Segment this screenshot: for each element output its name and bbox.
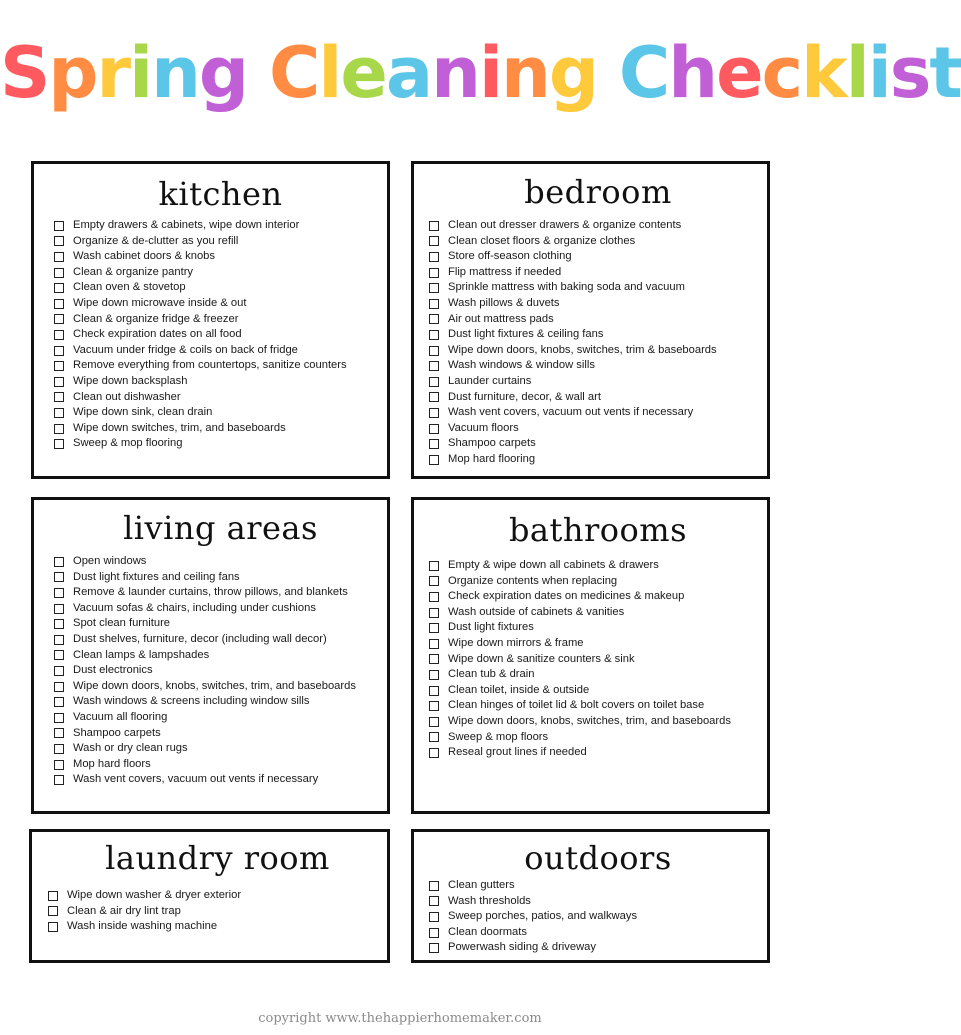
checklist-item-label: Shampoo carpets <box>448 437 536 450</box>
checklist-item <box>429 730 767 746</box>
checklist-item-label: Wipe down doors, knobs, switches, trim, and baseboards <box>73 679 356 692</box>
checklist-item <box>54 234 387 250</box>
checklist-item-label: Wipe down mirrors & frame <box>448 636 584 649</box>
title-letter: n <box>500 32 549 114</box>
checkbox-icon[interactable] <box>54 728 64 738</box>
checkbox-icon[interactable] <box>54 744 64 754</box>
title-letter: e <box>716 32 762 114</box>
checklist-item-label: Wipe down washer & dryer exterior <box>67 889 242 901</box>
checklist-item <box>429 909 767 925</box>
checkbox-icon[interactable] <box>429 221 439 231</box>
checklist-item <box>54 249 387 265</box>
checklist-item <box>429 620 767 636</box>
checklist-item-label: Wash thresholds <box>448 894 531 907</box>
checklist-item-label: Clean tub & drain <box>448 668 535 681</box>
checklist-item-label: Wipe down sink, clean drain <box>73 406 213 419</box>
checklist-item <box>429 589 767 605</box>
checklist-item <box>429 745 767 761</box>
title-letter: t <box>929 32 961 114</box>
checkbox-icon[interactable] <box>429 283 439 293</box>
checklist-item <box>54 280 387 296</box>
title-letter: n <box>431 32 479 114</box>
checklist-item-label: Wipe down switches, trim, and baseboards <box>73 421 286 434</box>
checkbox-icon[interactable] <box>54 713 64 723</box>
checklist-item <box>429 358 767 374</box>
checklist-item-label: Sweep & mop floors <box>448 730 549 743</box>
kitchen-section <box>31 161 390 479</box>
checklist-item <box>429 249 767 265</box>
checklist-item <box>54 296 387 312</box>
checkbox-icon[interactable] <box>429 943 439 953</box>
checkbox-icon[interactable] <box>54 572 64 582</box>
checklist-item <box>54 648 387 664</box>
checkbox-icon[interactable] <box>429 346 439 356</box>
checkbox-icon[interactable] <box>429 455 439 465</box>
checklist-item <box>54 663 387 679</box>
checkbox-icon[interactable] <box>54 650 64 660</box>
title-letter: a <box>385 32 432 114</box>
checkbox-icon[interactable] <box>429 654 439 664</box>
checklist-item-label: Wash outside of cabinets & vanities <box>448 605 625 618</box>
checklist-item-label: Clean & air dry lint trap <box>67 904 181 917</box>
checkbox-icon[interactable] <box>429 299 439 309</box>
checklist-item-label: Spot clean furniture <box>73 617 171 630</box>
checkbox-icon[interactable] <box>54 604 64 614</box>
checklist-item-label: Vacuum sofas & chairs, including under cushions <box>73 601 316 614</box>
title-letter: k <box>801 32 846 114</box>
section-heading: bedroom <box>524 173 672 211</box>
checklist-item-label: Wipe down & sanitize counters & sink <box>448 652 635 665</box>
checklist <box>429 878 767 956</box>
checklist-item <box>429 605 767 621</box>
checkbox-icon[interactable] <box>429 670 439 680</box>
checklist-item <box>429 405 767 421</box>
checkbox-icon[interactable] <box>54 666 64 676</box>
checkbox-icon[interactable] <box>54 252 64 262</box>
title-letter: i <box>478 32 501 114</box>
checklist-item <box>429 421 767 437</box>
checklist-item-label: Wash windows & screens including window sills <box>73 695 310 708</box>
checklist-item <box>429 652 767 668</box>
title-letter: n <box>151 32 199 114</box>
checklist-item <box>54 343 387 359</box>
checklist <box>54 218 387 452</box>
checklist-item <box>48 888 387 904</box>
checklist-item-label: Wipe down backsplash <box>73 374 188 387</box>
checklist-item <box>54 679 387 695</box>
checkbox-icon[interactable] <box>429 377 439 387</box>
checkbox-icon[interactable] <box>54 635 64 645</box>
checkbox-icon[interactable] <box>429 928 439 938</box>
checkbox-icon[interactable] <box>429 236 439 246</box>
checklist-item <box>429 234 767 250</box>
checkbox-icon[interactable] <box>429 881 439 891</box>
checklist-item-label: Clean & organize pantry <box>73 265 194 278</box>
checkbox-icon[interactable] <box>54 314 64 324</box>
checklist-item-label: Dust electronics <box>73 664 153 677</box>
page-title <box>0 18 961 128</box>
copyright-footer: copyright www.thehappierhomemaker.com <box>258 1011 542 1026</box>
checklist-item <box>429 574 767 590</box>
checklist-item <box>429 878 767 894</box>
checklist <box>429 558 767 761</box>
checklist-item-label: Open windows <box>73 555 147 567</box>
checklist-item <box>429 714 767 730</box>
checklist-item-label: Clean toilet, inside & outside <box>448 683 590 696</box>
checkbox-icon[interactable] <box>429 424 439 434</box>
checklist-item-label: Wash pillows & duvets <box>448 296 560 309</box>
checklist-item <box>429 218 767 234</box>
checklist-item-label: Dust light fixtures and ceiling fans <box>73 570 240 583</box>
checklist-item-label: Sweep & mop flooring <box>73 437 183 450</box>
checklist-item-label: Wash cabinet doors & knobs <box>73 250 215 263</box>
checklist-item <box>429 940 767 956</box>
checklist-item-label: Launder curtains <box>448 374 532 387</box>
checkbox-icon[interactable] <box>54 424 64 434</box>
checklist-item-label: Wipe down microwave inside & out <box>73 296 247 309</box>
section-heading: bathrooms <box>508 511 688 549</box>
checklist-item <box>54 358 387 374</box>
checklist-item <box>429 667 767 683</box>
checklist-item-label: Sweep porches, patios, and walkways <box>448 910 638 923</box>
checkbox-icon[interactable] <box>54 268 64 278</box>
checklist-item <box>54 772 387 788</box>
checklist-item <box>54 585 387 601</box>
checklist-item-label: Reseal grout lines if needed <box>448 746 587 759</box>
checkbox-icon[interactable] <box>429 717 439 727</box>
checkbox-icon[interactable] <box>54 439 64 449</box>
checkbox-icon[interactable] <box>429 361 439 371</box>
living-areas-section <box>31 497 390 814</box>
checkbox-icon[interactable] <box>54 377 64 387</box>
checklist-item <box>54 726 387 742</box>
checklist-item <box>429 327 767 343</box>
title-letter: p <box>48 32 97 114</box>
checklist-item <box>54 436 387 452</box>
checklist-item-label: Remove & launder curtains, throw pillows, and blankets <box>73 586 348 599</box>
checklist-item <box>54 554 387 570</box>
checklist-item <box>429 698 767 714</box>
checkbox-icon[interactable] <box>54 557 64 567</box>
checklist <box>48 888 387 935</box>
checklist-item-label: Shampoo carpets <box>73 726 161 739</box>
checklist-item-label: Clean out dishwasher <box>73 390 181 403</box>
checklist-item <box>429 390 767 406</box>
title-letter: g <box>198 32 248 114</box>
title-letter: C <box>618 32 669 114</box>
checklist-item <box>54 265 387 281</box>
checklist-item-label: Wash vent covers, vacuum out vents if necessary <box>448 406 694 419</box>
checkbox-icon[interactable] <box>429 408 439 418</box>
checklist-item-label: Clean doormats <box>448 925 527 938</box>
title-letter: S <box>0 32 49 114</box>
checklist-item-label: Sprinkle mattress with baking soda and vacuum <box>448 281 685 294</box>
checkbox-icon[interactable] <box>429 392 439 402</box>
checkbox-icon[interactable] <box>54 775 64 785</box>
checkbox-icon[interactable] <box>54 299 64 309</box>
title-letter: g <box>548 32 597 114</box>
checkbox-icon[interactable] <box>54 682 64 692</box>
checkbox-icon[interactable] <box>54 346 64 356</box>
title-letter: l <box>845 32 868 114</box>
checklist-item-label: Remove everything from countertops, sanitize counters <box>73 359 347 372</box>
checklist-item <box>48 904 387 920</box>
checkbox-icon[interactable] <box>48 906 58 916</box>
checklist-item <box>54 741 387 757</box>
checkbox-icon[interactable] <box>54 619 64 629</box>
checkbox-icon[interactable] <box>429 748 439 758</box>
checklist-item <box>429 894 767 910</box>
title-letter: c <box>761 32 802 114</box>
checklist-item <box>54 327 387 343</box>
checklist-item-label: Wash windows & window sills <box>448 359 595 372</box>
checkbox-icon[interactable] <box>429 912 439 922</box>
checklist-item <box>429 280 767 296</box>
checkbox-icon[interactable] <box>429 561 439 571</box>
checklist-item <box>429 558 767 574</box>
checklist-item <box>429 265 767 281</box>
laundry-room-section <box>29 829 390 963</box>
checklist-item-label: Clean out dresser drawers & organize contents <box>448 219 682 231</box>
checklist-item-label: Dust shelves, furniture, decor (including wall decor) <box>73 632 327 645</box>
bathrooms-section <box>411 497 770 814</box>
title-letter: l <box>318 32 341 114</box>
title-letter: e <box>340 32 386 114</box>
checklist-item <box>54 312 387 328</box>
checklist-item-label: Vacuum under fridge & coils on back of fridge <box>73 343 298 356</box>
title-letter: r <box>96 32 130 114</box>
checklist-item <box>429 312 767 328</box>
section-heading: living areas <box>123 509 318 547</box>
checklist-item <box>54 421 387 437</box>
checklist-item <box>54 710 387 726</box>
checklist-item-label: Dust light fixtures & ceiling fans <box>448 328 604 341</box>
checklist-item-label: Check expiration dates on all food <box>73 328 242 341</box>
checklist-item-label: Clean hinges of toilet lid & bolt covers on toilet base <box>448 699 705 712</box>
checklist-item <box>429 374 767 390</box>
title-letter: i <box>867 32 890 114</box>
checklist-item-label: Wipe down doors, knobs, switches, trim & baseboards <box>448 343 717 356</box>
outdoors-section <box>411 829 770 963</box>
title-letter: h <box>668 32 717 114</box>
checklist-item <box>429 436 767 452</box>
checkbox-icon[interactable] <box>54 588 64 598</box>
checklist-item <box>429 636 767 652</box>
checkbox-icon[interactable] <box>429 252 439 262</box>
checklist-item <box>54 570 387 586</box>
section-heading: laundry room <box>105 839 330 877</box>
checkbox-icon[interactable] <box>429 623 439 633</box>
checklist <box>54 554 387 788</box>
checklist-item-label: Clean oven & stovetop <box>73 281 186 294</box>
title-letter: C <box>269 32 319 114</box>
checkbox-icon[interactable] <box>429 701 439 711</box>
checklist-item-label: Dust furniture, decor, & wall art <box>448 390 601 403</box>
checklist-item-label: Clean gutters <box>448 879 515 891</box>
checklist-item-label: Powerwash siding & driveway <box>448 941 596 954</box>
checklist-item-label: Wash inside washing machine <box>67 920 218 933</box>
checkbox-icon[interactable] <box>54 392 64 402</box>
checkbox-icon[interactable] <box>54 697 64 707</box>
checklist-item <box>54 218 387 234</box>
checkbox-icon[interactable] <box>429 314 439 324</box>
checkbox-icon[interactable] <box>429 330 439 340</box>
checkbox-icon[interactable] <box>429 439 439 449</box>
checklist-item <box>54 694 387 710</box>
checkbox-icon[interactable] <box>429 576 439 586</box>
checkbox-icon[interactable] <box>54 283 64 293</box>
title-letter: s <box>889 32 930 114</box>
checkbox-icon[interactable] <box>54 330 64 340</box>
checklist-item-label: Empty & wipe down all cabinets & drawers <box>448 559 659 571</box>
bedroom-section <box>411 161 770 479</box>
checkbox-icon[interactable] <box>429 608 439 618</box>
checklist-item-label: Vacuum all flooring <box>73 710 168 723</box>
checklist-item <box>429 925 767 941</box>
checklist-item-label: Flip mattress if needed <box>448 265 562 278</box>
checklist-item-label: Clean lamps & lampshades <box>73 648 210 661</box>
checklist-item-label: Vacuum floors <box>448 421 519 434</box>
checklist-item <box>54 616 387 632</box>
checklist-item-label: Empty drawers & cabinets, wipe down interior <box>73 219 300 231</box>
checklist-item-label: Air out mattress pads <box>448 312 554 325</box>
checklist-item-label: Wash vent covers, vacuum out vents if necessary <box>73 773 319 786</box>
checklist-item <box>54 757 387 773</box>
checklist-item-label: Dust light fixtures <box>448 621 534 634</box>
section-heading: kitchen <box>158 175 283 213</box>
checklist-item-label: Organize contents when replacing <box>448 574 618 587</box>
checklist-item <box>429 452 767 468</box>
checkbox-icon[interactable] <box>48 922 58 932</box>
checkbox-icon[interactable] <box>429 268 439 278</box>
checklist-item-label: Mop hard floors <box>73 757 151 770</box>
checklist-item <box>48 919 387 935</box>
checkbox-icon[interactable] <box>48 891 58 901</box>
checklist-item <box>54 390 387 406</box>
checklist-item-label: Clean & organize fridge & freezer <box>73 312 239 325</box>
checkbox-icon[interactable] <box>54 236 64 246</box>
checklist-item <box>429 296 767 312</box>
checklist-item-label: Check expiration dates on medicines & makeup <box>448 590 685 603</box>
checklist-item-label: Wipe down doors, knobs, switches, trim, and baseboards <box>448 714 731 727</box>
checklist <box>429 218 767 468</box>
checkbox-icon[interactable] <box>429 639 439 649</box>
checkbox-icon[interactable] <box>429 686 439 696</box>
title-letter: i <box>129 32 152 114</box>
checklist-item <box>54 601 387 617</box>
section-heading: outdoors <box>524 839 672 877</box>
checklist-item-label: Store off-season clothing <box>448 250 572 263</box>
checkbox-icon[interactable] <box>429 896 439 906</box>
checklist-item <box>54 632 387 648</box>
checklist-item <box>54 405 387 421</box>
checklist-item <box>429 683 767 699</box>
checkbox-icon[interactable] <box>54 760 64 770</box>
checkbox-icon[interactable] <box>429 732 439 742</box>
checkbox-icon[interactable] <box>54 408 64 418</box>
checklist-item <box>429 343 767 359</box>
checklist-item-label: Wash or dry clean rugs <box>73 742 188 755</box>
checklist-item <box>54 374 387 390</box>
checkbox-icon[interactable] <box>54 221 64 231</box>
checkbox-icon[interactable] <box>429 592 439 602</box>
checklist-item-label: Mop hard flooring <box>448 452 536 465</box>
checkbox-icon[interactable] <box>54 361 64 371</box>
checklist-item-label: Organize & de-clutter as you refill <box>73 234 239 247</box>
checklist-item-label: Clean closet floors & organize clothes <box>448 234 636 247</box>
